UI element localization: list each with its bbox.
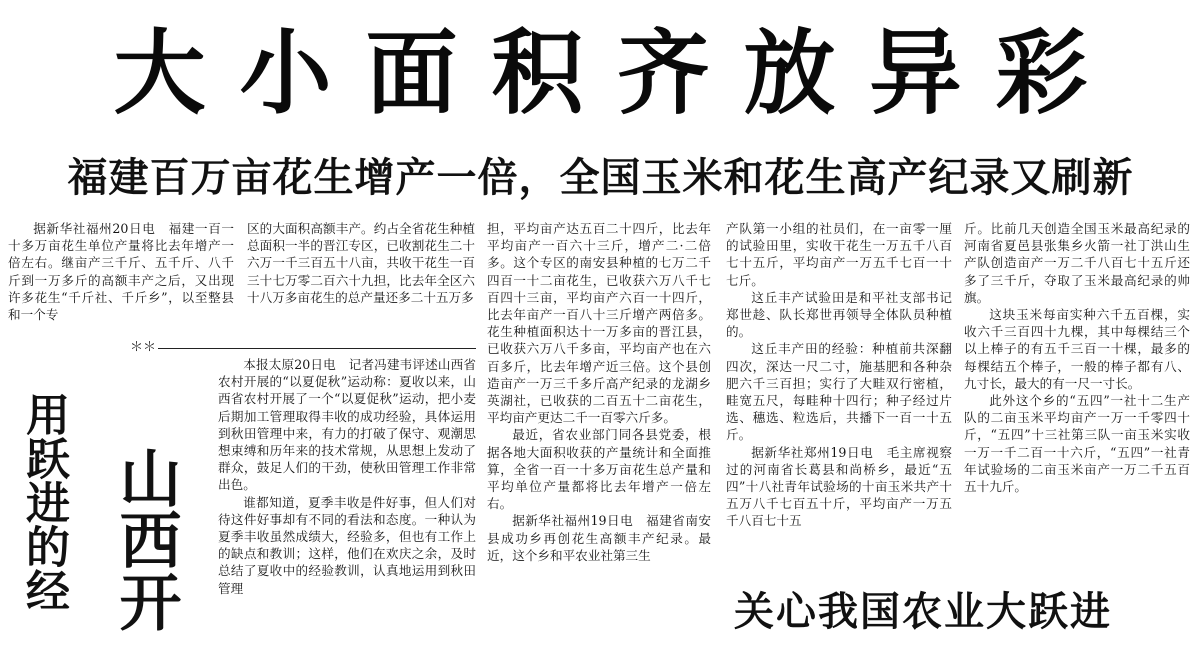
separator-rule [158,348,476,349]
article-paragraph: 据新华社福州19日电 福建省南安县成功乡再创花生高额丰产纪录。最近，这个乡和平农业社第三生 [487,513,711,563]
article-paragraph: 这丘丰产田的经验：种植前共深翻四次，深达一尺二寸，施基肥和各种杂肥六千三百担；实行了大畦双行密植，畦宽五尺，每畦种十四行；种子经过片选、穗选、粒选后，共播下一百一十五斤。 [726,341,952,443]
main-headline: 大小面积齐放异彩 [113,20,1122,127]
article-paragraph: 这丘丰产试验田是和平社支部书记郑世趁、队长郑世再领导全体队员种植的。 [726,289,952,340]
article-paragraph: 这块玉米每亩实种六千五百棵，实收六千三百四十九棵，其中每棵结三个以上棒子的有五千三百一十棵，最多的每棵结五个棒子，一般的棒子都有八、九寸长，最大的有一尺一寸长。 [964,307,1190,391]
article-paragraph: 斤。比前几天创造全国玉米最高纪录的河南省夏邑县张集乡火箭一社丁洪山生产队创造亩产一万二千八百七十五斤还多了三千斤，夺取了玉米最高纪录的帅旗。 [964,221,1190,305]
article-paragraph: 据新华社郑州19日电 毛主席视察过的河南省长葛县和尚桥乡，最近“五四”十八社青年试验场的十亩玉米共产十五万八千七百五十斤，平均亩产一万五千八百七十五 [726,444,952,529]
vertical-title-1: 用跃进的经 [18,392,69,612]
article-paragraph: 谁都知道，夏季丰收是件好事，但人们对待这件好事却有不同的看法和态度。一种认为夏季丰收虽然成绩大，经验多，但也有工作上的缺点和教训；这样，他们在欢庆之余，及时总结了夏收中的经验教训，认真地运用到秋田管理 [218,494,476,596]
bottom-headline: 关心我国农业大跃进 [734,589,1112,635]
article-paragraph: 最近，省农业部门同各县党委，根据各地大面积收获的产量统计和全面推算，全省一百一十多万亩花生总产量和平均单位产量都将比去年增产一倍左右。 [487,427,711,512]
article-paragraph: 本报太原20日电 记者冯建韦评述山西省农村开展的“以夏促秋”运动称：夏收以来，山西省农村开展了一个“以夏促秋”运动，把小麦后期加工管理取得丰收的成功经验，具体运用到秋田管理中来，有力的打破了保守、观潮思想束缚和历年来的技术常规，从思想上发动了群众，鼓足人们的干劲，使秋田管理工作非常出色。 [218,357,476,493]
article-paragraph: 此外这个乡的“五四”一社十二生产队的二亩玉米平均亩产一万一千零四十斤，“五四”十三社第三队一亩玉米实收一万一千二百一十六斤，“五四”一社青年试验场的二亩玉米亩产一万二千五百五十九斤。 [964,393,1190,495]
article-paragraph: 产队第一小组的社员们，在一亩零一厘的试验田里，实收干花生一万五千八百七十五斤，平均亩产一万五千七百一十七斤。 [726,221,952,288]
separator-mark: ＊＊ [130,340,157,355]
subheadline: 福建百万亩花生增产一倍，全国玉米和花生高产纪录又刷新 [67,155,1134,201]
article-column-2 [247,220,475,306]
article-column-4 [726,220,952,530]
shanxi-article [218,356,476,597]
article-paragraph: 据新华社福州20日电 福建一百一十多万亩花生单位产量将比去年增产一倍左右。继亩产三千斤、五千斤、八千斤到一万多斤的高额丰产之后，又出现许多花生“千斤社、千斤乡”，以至整县和一个专 [8,221,234,323]
article-column-5 [964,220,1190,495]
article-paragraph: 担，平均亩产达五百二十四斤，比去年平均亩产一百六十三斤，增产二·二倍多。这个专区的南安县种植的七万二千四百一十二亩花生，已收获六万八千七百四十三亩，平均亩产六百一十四斤，比去年亩产一百八十三斤增产两倍多。花生种植面积达十一万多亩的晋江县，已收获六万八千多亩，平均亩产也在六百多斤，比去年增产近三倍。这个县创造亩产一万三千多斤高产纪录的龙湖乡英湖社，已收获的二百五十二亩花生，平均亩产更达二千一百零六斤多。 [487,221,711,426]
article-column-3 [487,220,711,564]
vertical-title-2: 山西开 [109,446,182,632]
article-paragraph: 区的大面积高额丰产。约占全省花生种植总面积一半的晋江专区，已收割花生二十六万一千三百五十八亩，共收干花生一百三十七万零二百六十九担，比去年全区六十八万多亩花生的总产量还多二十五万多 [247,221,475,305]
article-column-1 [8,220,234,323]
